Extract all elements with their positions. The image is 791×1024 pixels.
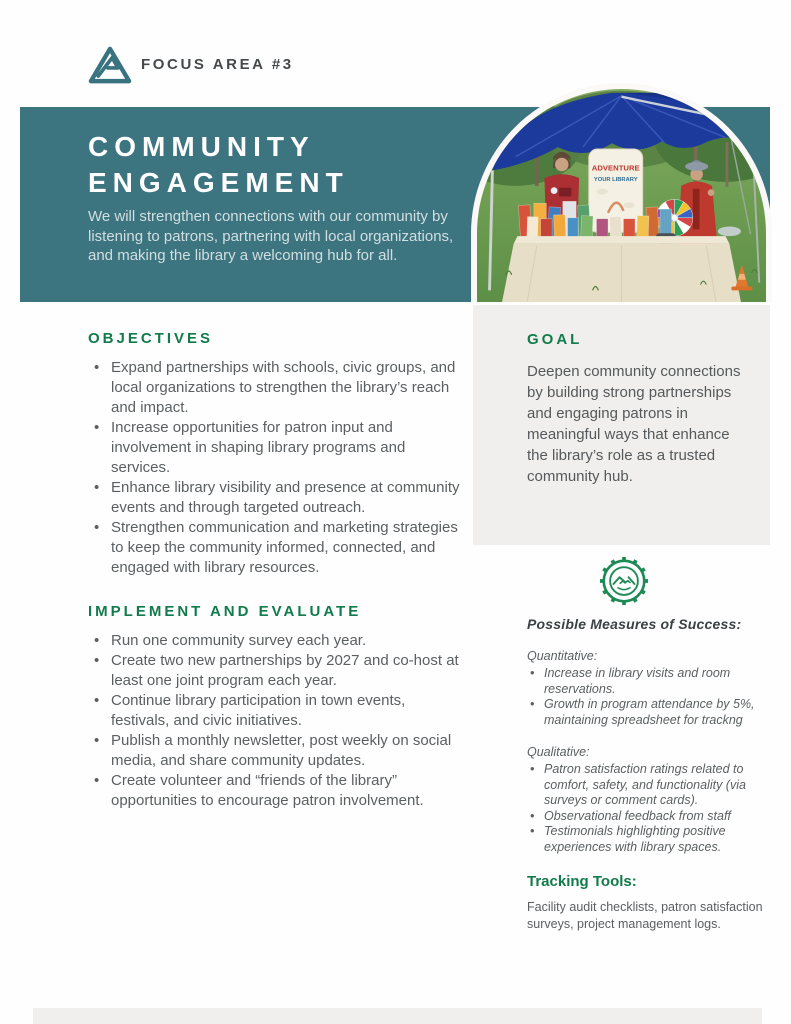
list-item [527,666,763,697]
implement-list [88,631,460,811]
list-item [527,762,763,809]
right-column [527,554,763,933]
list-item [88,631,460,651]
goal-panel [473,305,770,545]
qualitative-list [527,762,763,855]
measure-text: Patron satisfaction ratings related to comfort, safety, and functionality (via surveys or comment cards). [544,762,746,807]
objective-text: Expand partnerships with schools, civic groups, and local organizations to strengthen the library’s reach and impact. [111,359,456,416]
list-item [527,824,763,855]
measure-text: Observational feedback from staff [544,808,731,823]
objective-text: Strengthen communication and marketing strategies to keep the community informed, connected, and engaged with library resources. [111,519,458,576]
implement-text: Continue library participation in town events, festivals, and civic initiatives. [111,692,406,729]
list-item [88,418,460,478]
list-item [527,809,763,825]
banner-description: We will strengthen connections with our community by listening to patrons, partnering with local organizations, and making the library a welcoming hub for all. [88,208,454,264]
list-item [88,478,460,518]
focus-area-label: FOCUS AREA #3 [141,56,294,73]
list-item [88,691,460,731]
measures-heading: Possible Measures of Success: [527,616,742,632]
implement-text: Run one community survey each year. [111,632,367,649]
page-title-line1: COMMUNITY [88,131,315,162]
qualitative-label: Qualitative: [527,745,590,759]
tracking-tools-text: Facility audit checklists, patron satisfaction surveys, project management logs. [527,900,763,931]
implement-heading: IMPLEMENT AND EVALUATE [88,603,362,620]
list-item [88,731,460,771]
objective-text: Increase opportunities for patron input and involvement in shaping library programs and services. [111,419,406,476]
tracking-tools-heading: Tracking Tools: [527,873,637,890]
left-column [88,330,460,811]
measure-text: Growth in program attendance by 5%, maintaining spreadsheet for trackng [544,697,755,727]
implement-text: Create two new partnerships by 2027 and co-host at least one joint program each year. [111,652,459,689]
page-title [88,129,349,201]
list-item [527,697,763,728]
objectives-list [88,358,460,578]
list-item [88,771,460,811]
triangle-logo-icon [88,40,132,90]
implement-text: Publish a monthly newsletter, post weekly on social media, and share community updates. [111,732,452,769]
quantitative-label: Quantitative: [527,649,598,663]
implement-text: Create volunteer and “friends of the library” opportunities to encourage patron involvement. [111,772,424,809]
list-item [88,518,460,578]
objectives-heading: OBJECTIVES [88,330,214,347]
goal-heading: GOAL [527,331,583,348]
list-item [88,651,460,691]
measure-text: Testimonials highlighting positive experiences with library spaces. [544,824,726,854]
bottom-divider-strip [33,1008,762,1024]
gear-handshake-icon [597,554,651,608]
photo-sign-line2: YOUR LIBRARY [593,176,638,183]
page-title-line2: ENGAGEMENT [88,167,349,198]
quantitative-list [527,666,763,728]
list-item [88,358,460,418]
measure-text: Increase in library visits and room reservations. [544,666,731,696]
goal-text: Deepen community connections by building strong partnerships and engaging patrons in meaningful ways that enhance the library’s role as a trusted community hub. [527,363,741,485]
photo-sign-line1: ADVENTURE [591,163,640,173]
objective-text: Enhance library visibility and presence at community events and through targeted outreach. [111,479,460,516]
